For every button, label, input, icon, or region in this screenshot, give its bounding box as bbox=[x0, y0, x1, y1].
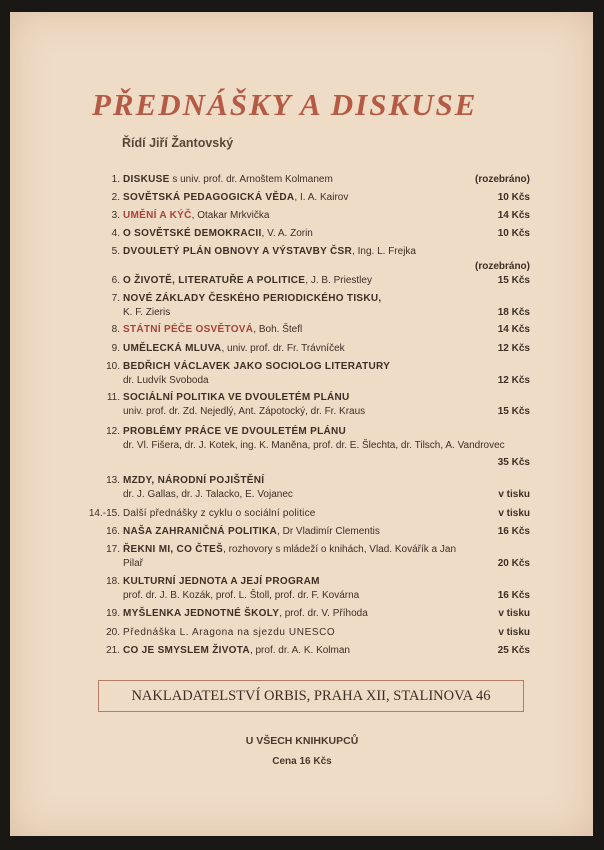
entry-title: NOVÉ ZÁKLADY ČESKÉHO PERIODICKÉHO TISKU, bbox=[123, 293, 382, 304]
entry-price: 20 Kčs bbox=[497, 558, 530, 569]
entry-price: 10 Kčs bbox=[497, 228, 530, 239]
entry-price: 35 Kčs bbox=[497, 457, 530, 468]
entry-number: 17. bbox=[106, 544, 120, 555]
entry-author: Přednáška L. Aragona na sjezdu UNESCO bbox=[123, 627, 336, 638]
entry-author: , V. A. Zorin bbox=[261, 228, 313, 239]
entry-price: 14 Kčs bbox=[497, 210, 530, 221]
entry-author: dr. Vl. Fišera, dr. J. Kotek, ing. K. Maněna, prof. dr. E. Šlechta, dr. Tilsch, A. Vandrovec bbox=[123, 440, 505, 451]
entry-author: , Dr Vladimír Clementis bbox=[277, 526, 380, 537]
entry-author: , univ. prof. dr. Fr. Trávníček bbox=[221, 343, 345, 354]
list-item bbox=[90, 626, 530, 640]
entry-price: 16 Kčs bbox=[497, 526, 530, 537]
entry-author: prof. dr. J. B. Kozák, prof. L. Štoll, prof. dr. F. Kovárna bbox=[123, 590, 360, 601]
list-item bbox=[90, 209, 530, 223]
list-item bbox=[90, 274, 530, 288]
entry-price: 15 Kčs bbox=[497, 406, 530, 417]
entry-number: 3. bbox=[111, 210, 120, 221]
entry-number: 11. bbox=[106, 392, 120, 403]
list-item bbox=[90, 191, 530, 205]
entry-title: SOCIÁLNÍ POLITIKA VE DVOULETÉM PLÁNU bbox=[123, 392, 350, 403]
availability-note: U VŠECH KNIHKUPCŮ bbox=[245, 735, 359, 747]
list-item bbox=[90, 227, 530, 241]
entry-number: 9. bbox=[111, 343, 120, 354]
entry-title: UMĚNÍ A KÝČ bbox=[123, 210, 192, 221]
list-item bbox=[90, 173, 530, 187]
entry-title: MZDY, NÁRODNÍ POJIŠTĚNÍ bbox=[123, 475, 265, 486]
entry-title: UMĚLECKÁ MLUVA bbox=[123, 343, 222, 354]
list-item bbox=[90, 507, 530, 521]
entry-number: 16. bbox=[106, 526, 120, 537]
list-item bbox=[90, 391, 530, 419]
list-item bbox=[90, 425, 530, 468]
entry-author: , rozhovory s mládeží o knihách, Vlad. Kovářík a Jan Pilař bbox=[123, 544, 456, 569]
entry-title: DVOULETÝ PLÁN OBNOVY A VÝSTAVBY ČSR bbox=[123, 246, 353, 257]
entry-price: 18 Kčs bbox=[497, 307, 530, 318]
list-item bbox=[90, 543, 530, 571]
entry-price: (rozebráno) bbox=[475, 174, 530, 185]
entry-title: O ŽIVOTĚ, LITERATUŘE A POLITICE bbox=[123, 275, 306, 286]
list-item bbox=[90, 575, 530, 603]
entry-price: 16 Kčs bbox=[497, 590, 530, 601]
list-item bbox=[90, 292, 530, 320]
entry-title: CO JE SMYSLEM ŽIVOTA bbox=[123, 645, 250, 656]
list-item bbox=[90, 323, 530, 337]
list-item bbox=[90, 607, 530, 621]
entry-author: Další přednášky z cyklu o sociální politice bbox=[123, 508, 316, 519]
entry-number: 8. bbox=[111, 324, 120, 335]
entry-title: PROBLÉMY PRÁCE VE DVOULETÉM PLÁNU bbox=[123, 426, 347, 437]
entry-price: 12 Kčs bbox=[497, 343, 530, 354]
entry-number: 13. bbox=[106, 475, 120, 486]
list-item bbox=[90, 245, 530, 272]
entry-title: DISKUSE bbox=[123, 174, 170, 185]
entry-author: , prof. dr. V. Příhoda bbox=[279, 608, 368, 619]
entry-number: 21. bbox=[106, 645, 120, 656]
entry-number: 14.-15. bbox=[88, 508, 120, 519]
entry-price: v tisku bbox=[498, 627, 530, 638]
entry-author: , I. A. Kairov bbox=[294, 192, 349, 203]
series-title: PŘEDNÁŠKY A DISKUSE bbox=[92, 87, 478, 122]
entry-title: BEDŘICH VÁCLAVEK JAKO SOCIOLOG LITERATURY bbox=[123, 361, 391, 372]
entry-number: 18. bbox=[106, 576, 120, 587]
list-item bbox=[90, 474, 530, 502]
list-item bbox=[90, 342, 530, 356]
entry-author: dr. Ludvík Svoboda bbox=[123, 375, 209, 386]
entry-author: s univ. prof. dr. Arnoštem Kolmanem bbox=[169, 174, 333, 185]
publisher-box: NAKLADATELSTVÍ ORBIS, PRAHA XII, STALINOVA 46 bbox=[98, 680, 524, 712]
entry-price: v tisku bbox=[498, 508, 530, 519]
entry-number: 2. bbox=[111, 192, 120, 203]
entry-number: 19. bbox=[106, 608, 120, 619]
entry-number: 7. bbox=[111, 293, 120, 304]
entry-author: K. F. Zieris bbox=[123, 307, 171, 318]
entry-author: dr. J. Gallas, dr. J. Talacko, E. Vojanec bbox=[123, 489, 293, 500]
entry-author: , J. B. Priestley bbox=[305, 275, 372, 286]
entry-number: 5. bbox=[111, 246, 120, 257]
back-cover bbox=[10, 12, 593, 836]
entry-title: NAŠA ZAHRANIČNÁ POLITIKA bbox=[123, 526, 278, 537]
entry-author: , Otakar Mrkvička bbox=[191, 210, 270, 221]
entry-number: 1. bbox=[111, 174, 120, 185]
entry-number: 10. bbox=[106, 361, 120, 372]
list-item bbox=[90, 644, 530, 658]
entry-price: (rozebráno) bbox=[475, 261, 530, 272]
entry-price: v tisku bbox=[498, 608, 530, 619]
entry-number: 12. bbox=[106, 426, 120, 437]
list-item bbox=[90, 360, 530, 388]
entry-number: 6. bbox=[111, 275, 120, 286]
entry-number: 4. bbox=[111, 228, 120, 239]
entry-title: ŘEKNI MI, CO ČTEŠ bbox=[123, 544, 224, 555]
entry-title: STÁTNÍ PÉČE OSVĚTOVÁ bbox=[123, 324, 254, 335]
entry-author: univ. prof. dr. Zd. Nejedlý, Ant. Zápotocký, dr. Fr. Kraus bbox=[123, 406, 366, 417]
entry-price: 14 Kčs bbox=[497, 324, 530, 335]
entry-title: O SOVĚTSKÉ DEMOKRACII bbox=[123, 228, 262, 239]
entry-title: KULTURNÍ JEDNOTA A JEJÍ PROGRAM bbox=[123, 576, 320, 587]
entry-author: , prof. dr. A. K. Kolman bbox=[249, 645, 350, 656]
entry-author: , Ing. L. Frejka bbox=[352, 246, 416, 257]
entry-price: 12 Kčs bbox=[497, 375, 530, 386]
entry-author: , Boh. Štefl bbox=[253, 324, 303, 335]
entry-price: 15 Kčs bbox=[497, 275, 530, 286]
entry-price: v tisku bbox=[498, 489, 530, 500]
entry-title: MYŠLENKA JEDNOTNÉ ŠKOLY bbox=[123, 608, 280, 619]
series-editor: Řídí Jiří Žantovský bbox=[122, 136, 234, 150]
entry-title: SOVĚTSKÁ PEDAGOGICKÁ VĚDA bbox=[123, 192, 295, 203]
list-item bbox=[90, 525, 530, 539]
entry-price: 25 Kčs bbox=[497, 645, 530, 656]
entry-number: 20. bbox=[106, 627, 120, 638]
cover-price: Cena 16 Kčs bbox=[272, 756, 332, 767]
entry-price: 10 Kčs bbox=[497, 192, 530, 203]
